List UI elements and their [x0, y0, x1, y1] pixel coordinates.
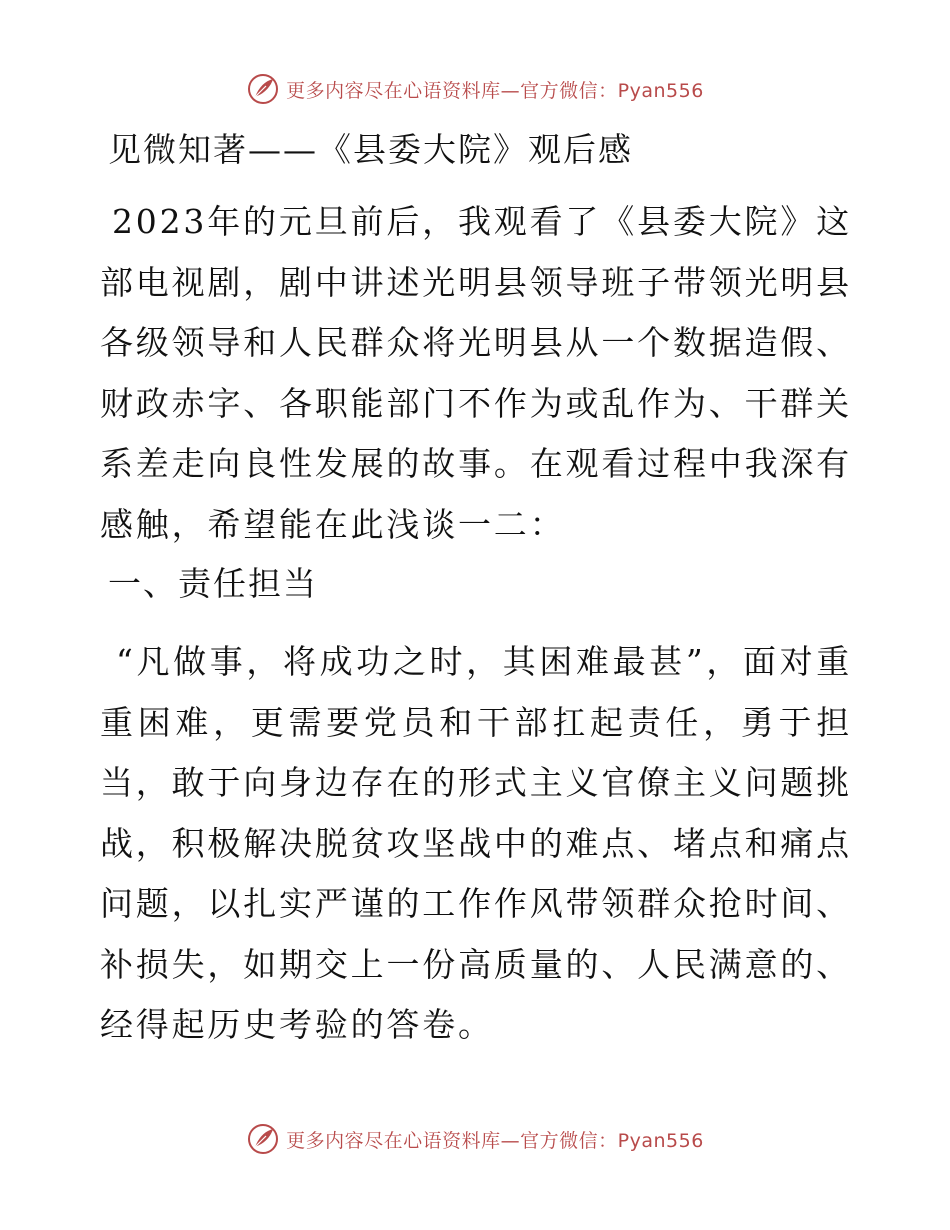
watermark-text: 更多内容尽在心语资料库—官方微信：Pyan556	[286, 1129, 704, 1152]
watermark-text: 更多内容尽在心语资料库—官方微信：Pyan556	[286, 79, 704, 102]
feather-pen-logo-icon	[246, 72, 280, 106]
responsibility-paragraph: “凡做事，将成功之时，其困难最甚”，面对重重困难，更需要党员和干部扛起责任，勇于担当，敢于向身边存在的形式主义官僚主义问题挑战，积极解决脱贫攻坚战中的难点、堵点和痛点问题，以扎实严谨的工作作风带领群众抢时间、补损失，如期交上一份高质量的、人民满意的、经得起历史考验的答卷。	[100, 642, 852, 1044]
document-title: 见微知著——《县委大院》观后感	[108, 130, 633, 169]
intro-paragraph: 2023年的元旦前后，我观看了《县委大院》这部电视剧，剧中讲述光明县领导班子带领光明县各级领导和人民群众将光明县从一个数据造假、财政赤字、各职能部门不作为或乱作为、干群关系差走向良性发展的故事。在观看过程中我深有感触，希望能在此浅谈一二：	[100, 202, 852, 544]
feather-pen-logo-icon	[246, 1122, 280, 1156]
header-watermark	[0, 72, 950, 106]
section-heading-responsibility: 一、责任担当	[108, 564, 318, 603]
footer-watermark	[0, 1122, 950, 1156]
